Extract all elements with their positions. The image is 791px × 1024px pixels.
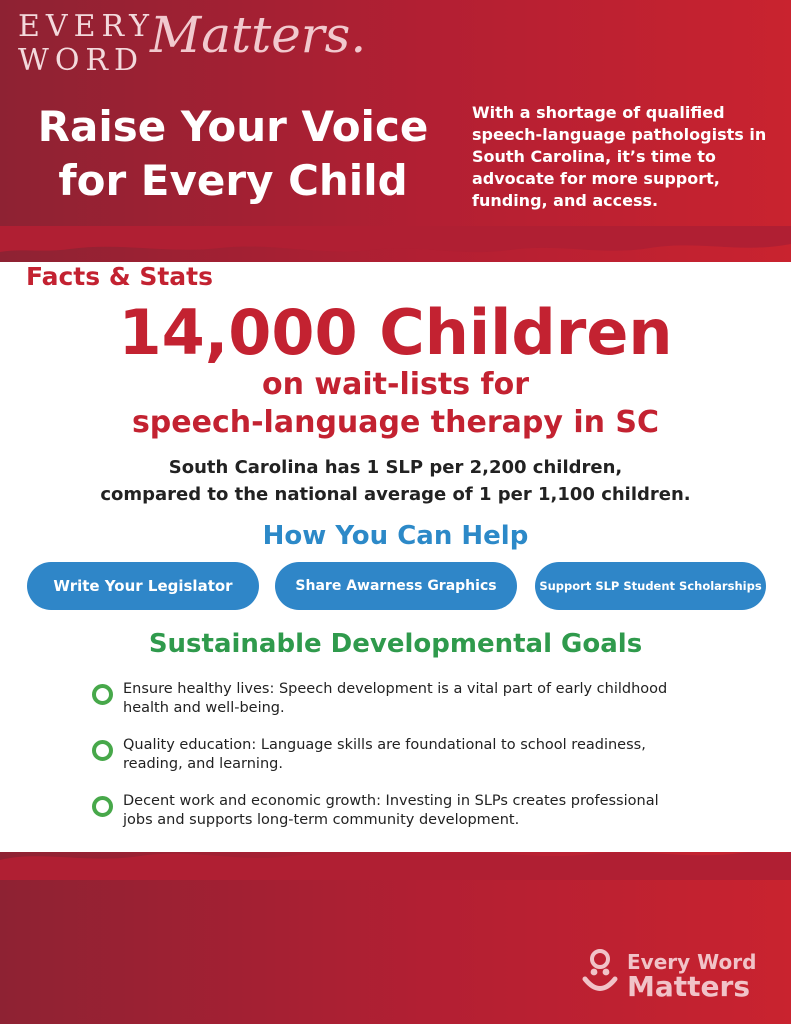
logo-word-text: WORD xyxy=(18,43,145,78)
hero-subtitle: With a shortage of qualified speech-language pathologists in South Carolina, it’s time to advocate for more support, funding, and access. xyxy=(472,103,767,210)
logo-matters-script: Matters. xyxy=(150,6,367,64)
green-ring-icon xyxy=(92,796,113,817)
footer-torn-edge xyxy=(0,836,791,880)
goal-list-item xyxy=(92,736,692,774)
logo-every-text: EVERY xyxy=(18,9,155,44)
goal-list-item xyxy=(92,792,692,830)
goal-text: Decent work and economic growth: Investing in SLPs creates professional jobs and supports long-term community development. xyxy=(123,793,659,828)
big-stat: 14,000 Children xyxy=(118,296,673,369)
stat-subtitle-line2: speech-language therapy in SC xyxy=(131,405,660,440)
green-ring-icon xyxy=(92,740,113,761)
share-graphics-button[interactable]: Share Awarness Graphics xyxy=(275,562,517,610)
goal-text: Quality education: Language skills are foundational to school readiness, reading, and learning. xyxy=(123,737,646,772)
stat-subtitle xyxy=(0,366,791,442)
green-ring-icon xyxy=(92,684,113,705)
how-you-can-help-heading: How You Can Help xyxy=(262,521,529,551)
goal-list-item xyxy=(92,680,692,718)
write-legislator-button[interactable]: Write Your Legislator xyxy=(27,562,259,610)
footer-logo-matters: Matters xyxy=(627,970,750,1003)
goal-text: Ensure healthy lives: Speech development is a vital part of early childhood health and well-being. xyxy=(123,681,668,716)
comparison-line2: compared to the national average of 1 per 1,100 children. xyxy=(100,484,691,505)
hero-title: Raise Your Voice for Every Child xyxy=(37,102,429,205)
footer-logo-every-word: Every Word xyxy=(627,950,757,974)
support-scholarships-button[interactable]: Support SLP Student Scholarships xyxy=(535,562,766,610)
comparison-text xyxy=(0,454,791,508)
speech-face-icon xyxy=(580,948,620,1000)
sdg-heading: Sustainable Developmental Goals xyxy=(148,629,643,659)
comparison-line1: South Carolina has 1 SLP per 2,200 children, xyxy=(168,457,623,478)
facts-stats-heading: Facts & Stats xyxy=(26,262,213,291)
stat-subtitle-line1: on wait-lists for xyxy=(262,367,529,402)
